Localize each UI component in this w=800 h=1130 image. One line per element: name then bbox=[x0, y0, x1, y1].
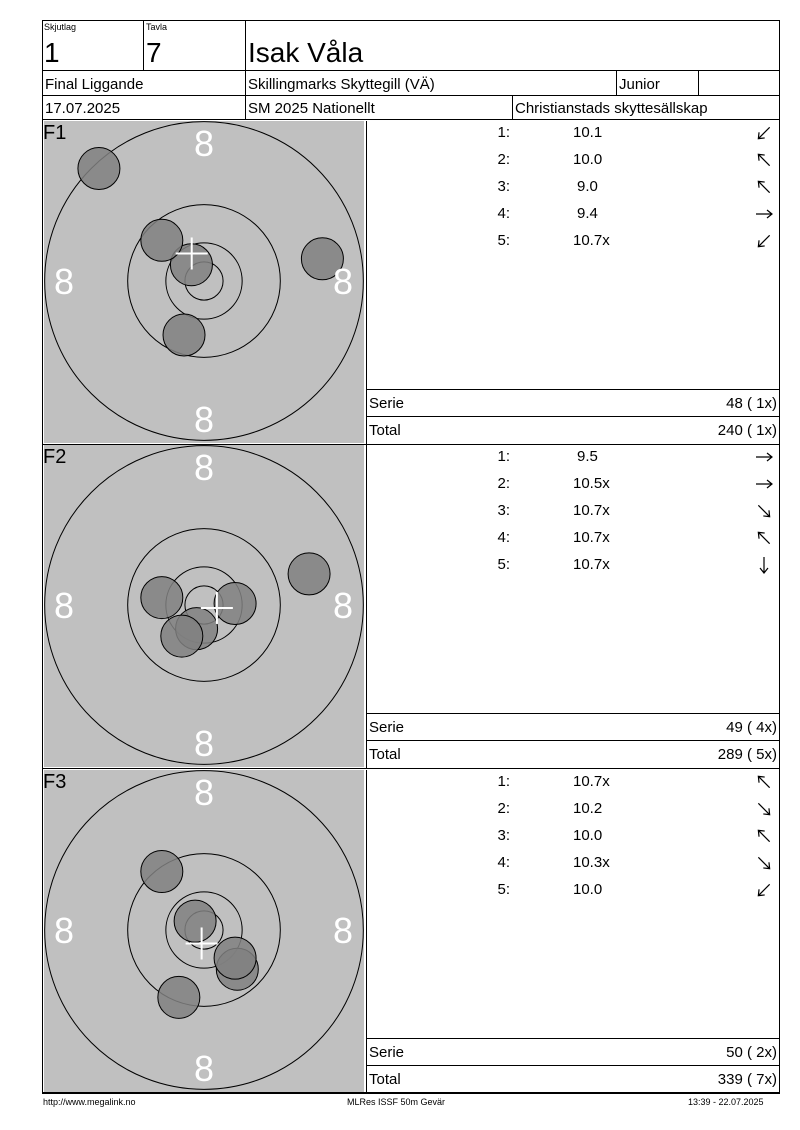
shot-number: 4: bbox=[497, 854, 510, 871]
total-score-label: Total bbox=[369, 746, 401, 763]
shot-number: 4: bbox=[497, 205, 510, 222]
shot-direction-arrow bbox=[753, 203, 775, 225]
shot-direction-arrow bbox=[753, 122, 775, 144]
shot-direction-arrow bbox=[753, 554, 775, 576]
shooter-name: Isak Våla bbox=[248, 37, 364, 68]
shot-number: 1: bbox=[497, 124, 510, 141]
series-score-value: 50 ( 2x) bbox=[726, 1044, 777, 1061]
total-score-value: 289 ( 5x) bbox=[717, 746, 777, 763]
lane-label: Tavla bbox=[146, 22, 168, 32]
shot-hole bbox=[161, 615, 203, 657]
shot-direction-arrow bbox=[753, 500, 775, 522]
shot-number: 1: bbox=[497, 773, 510, 790]
total-score-label: Total bbox=[369, 422, 401, 439]
target-svg bbox=[44, 445, 364, 767]
ring-number: 8 bbox=[332, 261, 354, 302]
shot-value: 10.2 bbox=[573, 800, 603, 817]
shot-hole bbox=[214, 937, 256, 979]
shot-value: 10.5x bbox=[573, 475, 610, 492]
ring-number: 8 bbox=[53, 910, 75, 951]
shot-value: 9.5 bbox=[577, 448, 598, 465]
ring-8 bbox=[45, 446, 364, 765]
series-label: F3 bbox=[43, 771, 67, 793]
ring-number: 8 bbox=[53, 585, 75, 626]
website-link[interactable]: http://www.megalink.no bbox=[43, 1097, 136, 1107]
shot-hole bbox=[141, 219, 183, 261]
ring-number: 8 bbox=[193, 1048, 215, 1089]
shot-number: 3: bbox=[497, 178, 510, 195]
event-name: Final Liggande bbox=[45, 76, 144, 93]
series-score-value: 49 ( 4x) bbox=[726, 719, 777, 736]
shot-hole bbox=[141, 851, 183, 893]
shot-direction-arrow bbox=[753, 149, 775, 171]
ring-number: 8 bbox=[193, 399, 215, 440]
shot-number: 2: bbox=[497, 151, 510, 168]
shot-number: 1: bbox=[497, 448, 510, 465]
series-score-value: 48 ( 1x) bbox=[726, 395, 777, 412]
target-image bbox=[44, 121, 364, 443]
shot-value: 10.0 bbox=[573, 151, 603, 168]
shot-value: 10.7x bbox=[573, 529, 610, 546]
print-timestamp: 13:39 - 22.07.2025 bbox=[688, 1097, 764, 1107]
squad-label: Skjutlag bbox=[44, 22, 77, 32]
shot-direction-arrow bbox=[753, 825, 775, 847]
shot-number: 2: bbox=[497, 800, 510, 817]
shot-value: 9.4 bbox=[577, 205, 598, 222]
shot-direction-arrow bbox=[753, 852, 775, 874]
shot-hole bbox=[214, 583, 256, 625]
shot-number: 3: bbox=[497, 827, 510, 844]
squad-value: 1 bbox=[44, 37, 60, 68]
series-label: F2 bbox=[43, 446, 67, 468]
shot-direction-arrow bbox=[753, 473, 775, 495]
shot-number: 3: bbox=[497, 502, 510, 519]
shot-direction-arrow bbox=[753, 879, 775, 901]
competition-name: SM 2025 Nationellt bbox=[248, 100, 375, 117]
shot-value: 10.7x bbox=[573, 556, 610, 573]
series-label: F1 bbox=[43, 122, 67, 144]
shot-direction-arrow bbox=[753, 798, 775, 820]
target-svg bbox=[44, 770, 364, 1092]
shot-hole bbox=[163, 314, 205, 356]
ring-number: 8 bbox=[193, 723, 215, 764]
shot-value: 10.1 bbox=[573, 124, 603, 141]
club-name: Skillingmarks Skyttegill (VÄ) bbox=[248, 76, 435, 93]
shot-hole bbox=[174, 900, 216, 942]
shot-direction-arrow bbox=[753, 176, 775, 198]
shot-direction-arrow bbox=[753, 446, 775, 468]
shot-direction-arrow bbox=[753, 771, 775, 793]
ring-number: 8 bbox=[193, 447, 215, 488]
ring-number: 8 bbox=[332, 910, 354, 951]
series-score-label: Serie bbox=[369, 719, 405, 736]
shot-value: 10.7x bbox=[573, 773, 610, 790]
class-name: Junior bbox=[619, 76, 660, 93]
shot-hole bbox=[78, 148, 120, 190]
shot-number: 4: bbox=[497, 529, 510, 546]
shot-direction-arrow bbox=[753, 230, 775, 252]
target-image bbox=[44, 770, 364, 1092]
shot-number: 5: bbox=[497, 881, 510, 898]
shot-value: 10.7x bbox=[573, 232, 610, 249]
total-score-value: 240 ( 1x) bbox=[717, 422, 777, 439]
program-name: MLRes ISSF 50m Gevär bbox=[347, 1097, 446, 1107]
shot-value: 10.0 bbox=[573, 881, 603, 898]
shot-hole bbox=[158, 976, 200, 1018]
series-score-label: Serie bbox=[369, 395, 405, 412]
shot-number: 5: bbox=[497, 556, 510, 573]
lane-value: 7 bbox=[146, 37, 162, 68]
shot-value: 10.7x bbox=[573, 502, 610, 519]
total-score-label: Total bbox=[369, 1071, 401, 1088]
series-score-label: Serie bbox=[369, 1044, 405, 1061]
shot-hole bbox=[141, 577, 183, 619]
shot-number: 2: bbox=[497, 475, 510, 492]
ring-number: 8 bbox=[193, 772, 215, 813]
total-score-value: 339 ( 7x) bbox=[717, 1071, 777, 1088]
organizer-name: Christianstads skyttesällskap bbox=[515, 100, 708, 117]
ring-number: 8 bbox=[53, 261, 75, 302]
target-image bbox=[44, 445, 364, 767]
target-svg bbox=[44, 121, 364, 443]
shot-direction-arrow bbox=[753, 527, 775, 549]
shot-hole bbox=[288, 553, 330, 595]
date: 17.07.2025 bbox=[45, 100, 121, 117]
shot-value: 10.0 bbox=[573, 827, 603, 844]
ring-number: 8 bbox=[332, 585, 354, 626]
ring-number: 8 bbox=[193, 123, 215, 164]
shot-value: 9.0 bbox=[577, 178, 598, 195]
shot-value: 10.3x bbox=[573, 854, 610, 871]
shot-number: 5: bbox=[497, 232, 510, 249]
